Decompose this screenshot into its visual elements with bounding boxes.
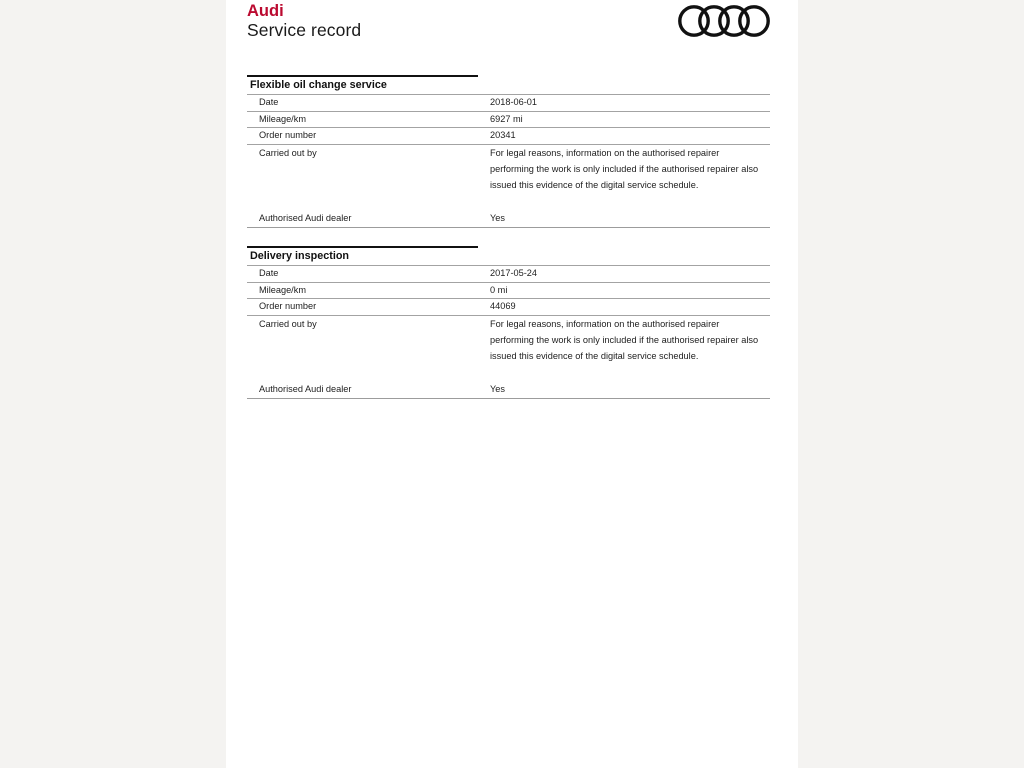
row-value: 0 mi xyxy=(490,284,508,295)
service-record-page xyxy=(226,0,798,768)
row-label: Authorised Audi dealer xyxy=(259,212,352,223)
record-row-authorised-dealer xyxy=(247,381,770,399)
value-line: performing the work is only included if the authorised repairer also xyxy=(490,334,759,345)
document-title: Service record xyxy=(247,20,362,40)
row-value: 20341 xyxy=(490,130,516,140)
row-label: Order number xyxy=(259,301,317,311)
row-value: 2018-06-01 xyxy=(490,97,537,107)
value-line: issued this evidence of the digital service schedule. xyxy=(490,180,699,191)
row-value: 44069 xyxy=(490,301,516,311)
value-line: performing the work is only included if the authorised repairer also xyxy=(490,163,759,174)
row-label: Date xyxy=(259,268,279,278)
value-line: issued this evidence of the digital service schedule. xyxy=(490,351,699,362)
row-label: Carried out by xyxy=(259,318,317,329)
record-row-mileage xyxy=(247,283,770,300)
record-row-order-number xyxy=(247,299,770,316)
row-value xyxy=(490,145,770,210)
record-row-carried-out-by xyxy=(247,316,770,381)
row-label: Authorised Audi dealer xyxy=(259,383,352,394)
record-row-date xyxy=(247,95,770,112)
row-label: Order number xyxy=(259,130,317,140)
row-label: Mileage/km xyxy=(259,284,306,295)
row-label: Carried out by xyxy=(259,147,317,158)
service-section-oil-change xyxy=(247,75,770,228)
section-heading: Delivery inspection xyxy=(247,248,770,266)
value-line: For legal reasons, information on the authorised repairer xyxy=(490,147,720,158)
row-value xyxy=(490,316,770,381)
value-line: For legal reasons, information on the authorised repairer xyxy=(490,318,720,329)
record-row-order-number xyxy=(247,128,770,145)
row-value: 6927 mi xyxy=(490,113,523,124)
service-section-delivery-inspection xyxy=(247,246,770,399)
brand-name: Audi xyxy=(247,2,284,20)
row-value: 2017-05-24 xyxy=(490,268,537,278)
record-row-mileage xyxy=(247,112,770,129)
record-row-carried-out-by xyxy=(247,145,770,210)
record-row-authorised-dealer xyxy=(247,210,770,228)
record-row-date xyxy=(247,266,770,283)
section-heading: Flexible oil change service xyxy=(247,77,770,95)
row-label: Mileage/km xyxy=(259,113,306,124)
audi-rings-logo xyxy=(677,4,771,38)
row-label: Date xyxy=(259,97,279,107)
row-value: Yes xyxy=(490,212,505,223)
row-value: Yes xyxy=(490,383,505,394)
